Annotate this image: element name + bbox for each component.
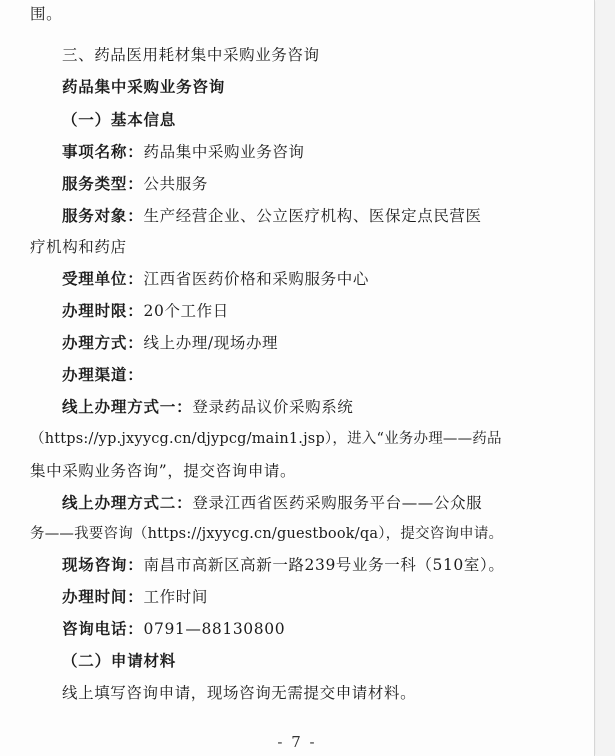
matter-name-value: 药品集中采购业务咨询 [143,143,305,161]
accepting-unit-row [62,269,615,289]
page-number: - 7 - [277,733,317,751]
continued-text-fragment: 围。 [30,5,63,23]
page-edge-margin [596,0,615,756]
onsite-row [62,555,615,575]
matter-name-label: 事项名称： [62,143,144,161]
service-type-value: 公共服务 [143,175,208,193]
phone-value: 0791—88130800 [143,620,286,638]
accepting-unit-label: 受理单位： [62,270,144,288]
materials-text: 线上填写咨询申请，现场咨询无需提交申请材料。 [62,684,417,702]
matter-name-row [62,142,615,162]
part-heading-materials: （二）申请材料 [62,652,177,670]
phone-label: 咨询电话： [62,620,144,638]
method-row [62,333,615,353]
subsection-title: 药品集中采购业务咨询 [62,78,226,96]
online-method-2-row [62,493,615,513]
service-target-continuation: 疗机构和药店 [30,238,127,256]
channel-label: 办理渠道： [62,366,144,384]
online-method-2-value: 登录江西省医药采购服务平台——公众服 [192,494,483,512]
online-method-2-label: 线上办理方式二： [62,494,193,512]
hours-row [62,587,615,607]
time-limit-row [62,301,615,321]
phone-row [62,619,615,639]
onsite-value: 南昌市高新区高新一路239号业务一科（510室）。 [143,556,505,574]
online-method-1-value: 登录药品议价采购系统 [192,398,354,416]
online-method-1-url-line: （https://yp.jxyycg.cn/djypcg/main1.jsp），进入“业务办理——药品 [30,431,502,447]
service-type-label: 服务类型： [62,175,144,193]
time-limit-label: 办理时限： [62,302,144,320]
service-type-row [62,174,615,194]
service-target-value: 生产经营企业、公立医疗机构、医保定点民营医 [143,207,482,225]
online-method-2-url-line: 务——我要咨询（https://jxyycg.cn/guestbook/qa），提交咨询申请。 [30,526,504,542]
accepting-unit-value: 江西省医药价格和采购服务中心 [143,270,369,288]
online-method-1-label: 线上办理方式一： [62,398,193,416]
hours-value: 工作时间 [143,588,208,606]
service-target-label: 服务对象： [62,207,144,225]
service-target-row [62,206,615,226]
online-method-1-continuation: 集中采购业务咨询”，提交咨询申请。 [30,462,297,480]
onsite-label: 现场咨询： [62,556,144,574]
method-value: 线上办理/现场办理 [143,334,279,352]
online-method-1-row [62,397,615,417]
method-label: 办理方式： [62,334,144,352]
hours-label: 办理时间： [62,588,144,606]
time-limit-value: 20个工作日 [143,302,229,320]
part-heading-basic-info: （一）基本信息 [62,111,177,129]
section-heading: 三、药品医用耗材集中采购业务咨询 [62,46,320,64]
